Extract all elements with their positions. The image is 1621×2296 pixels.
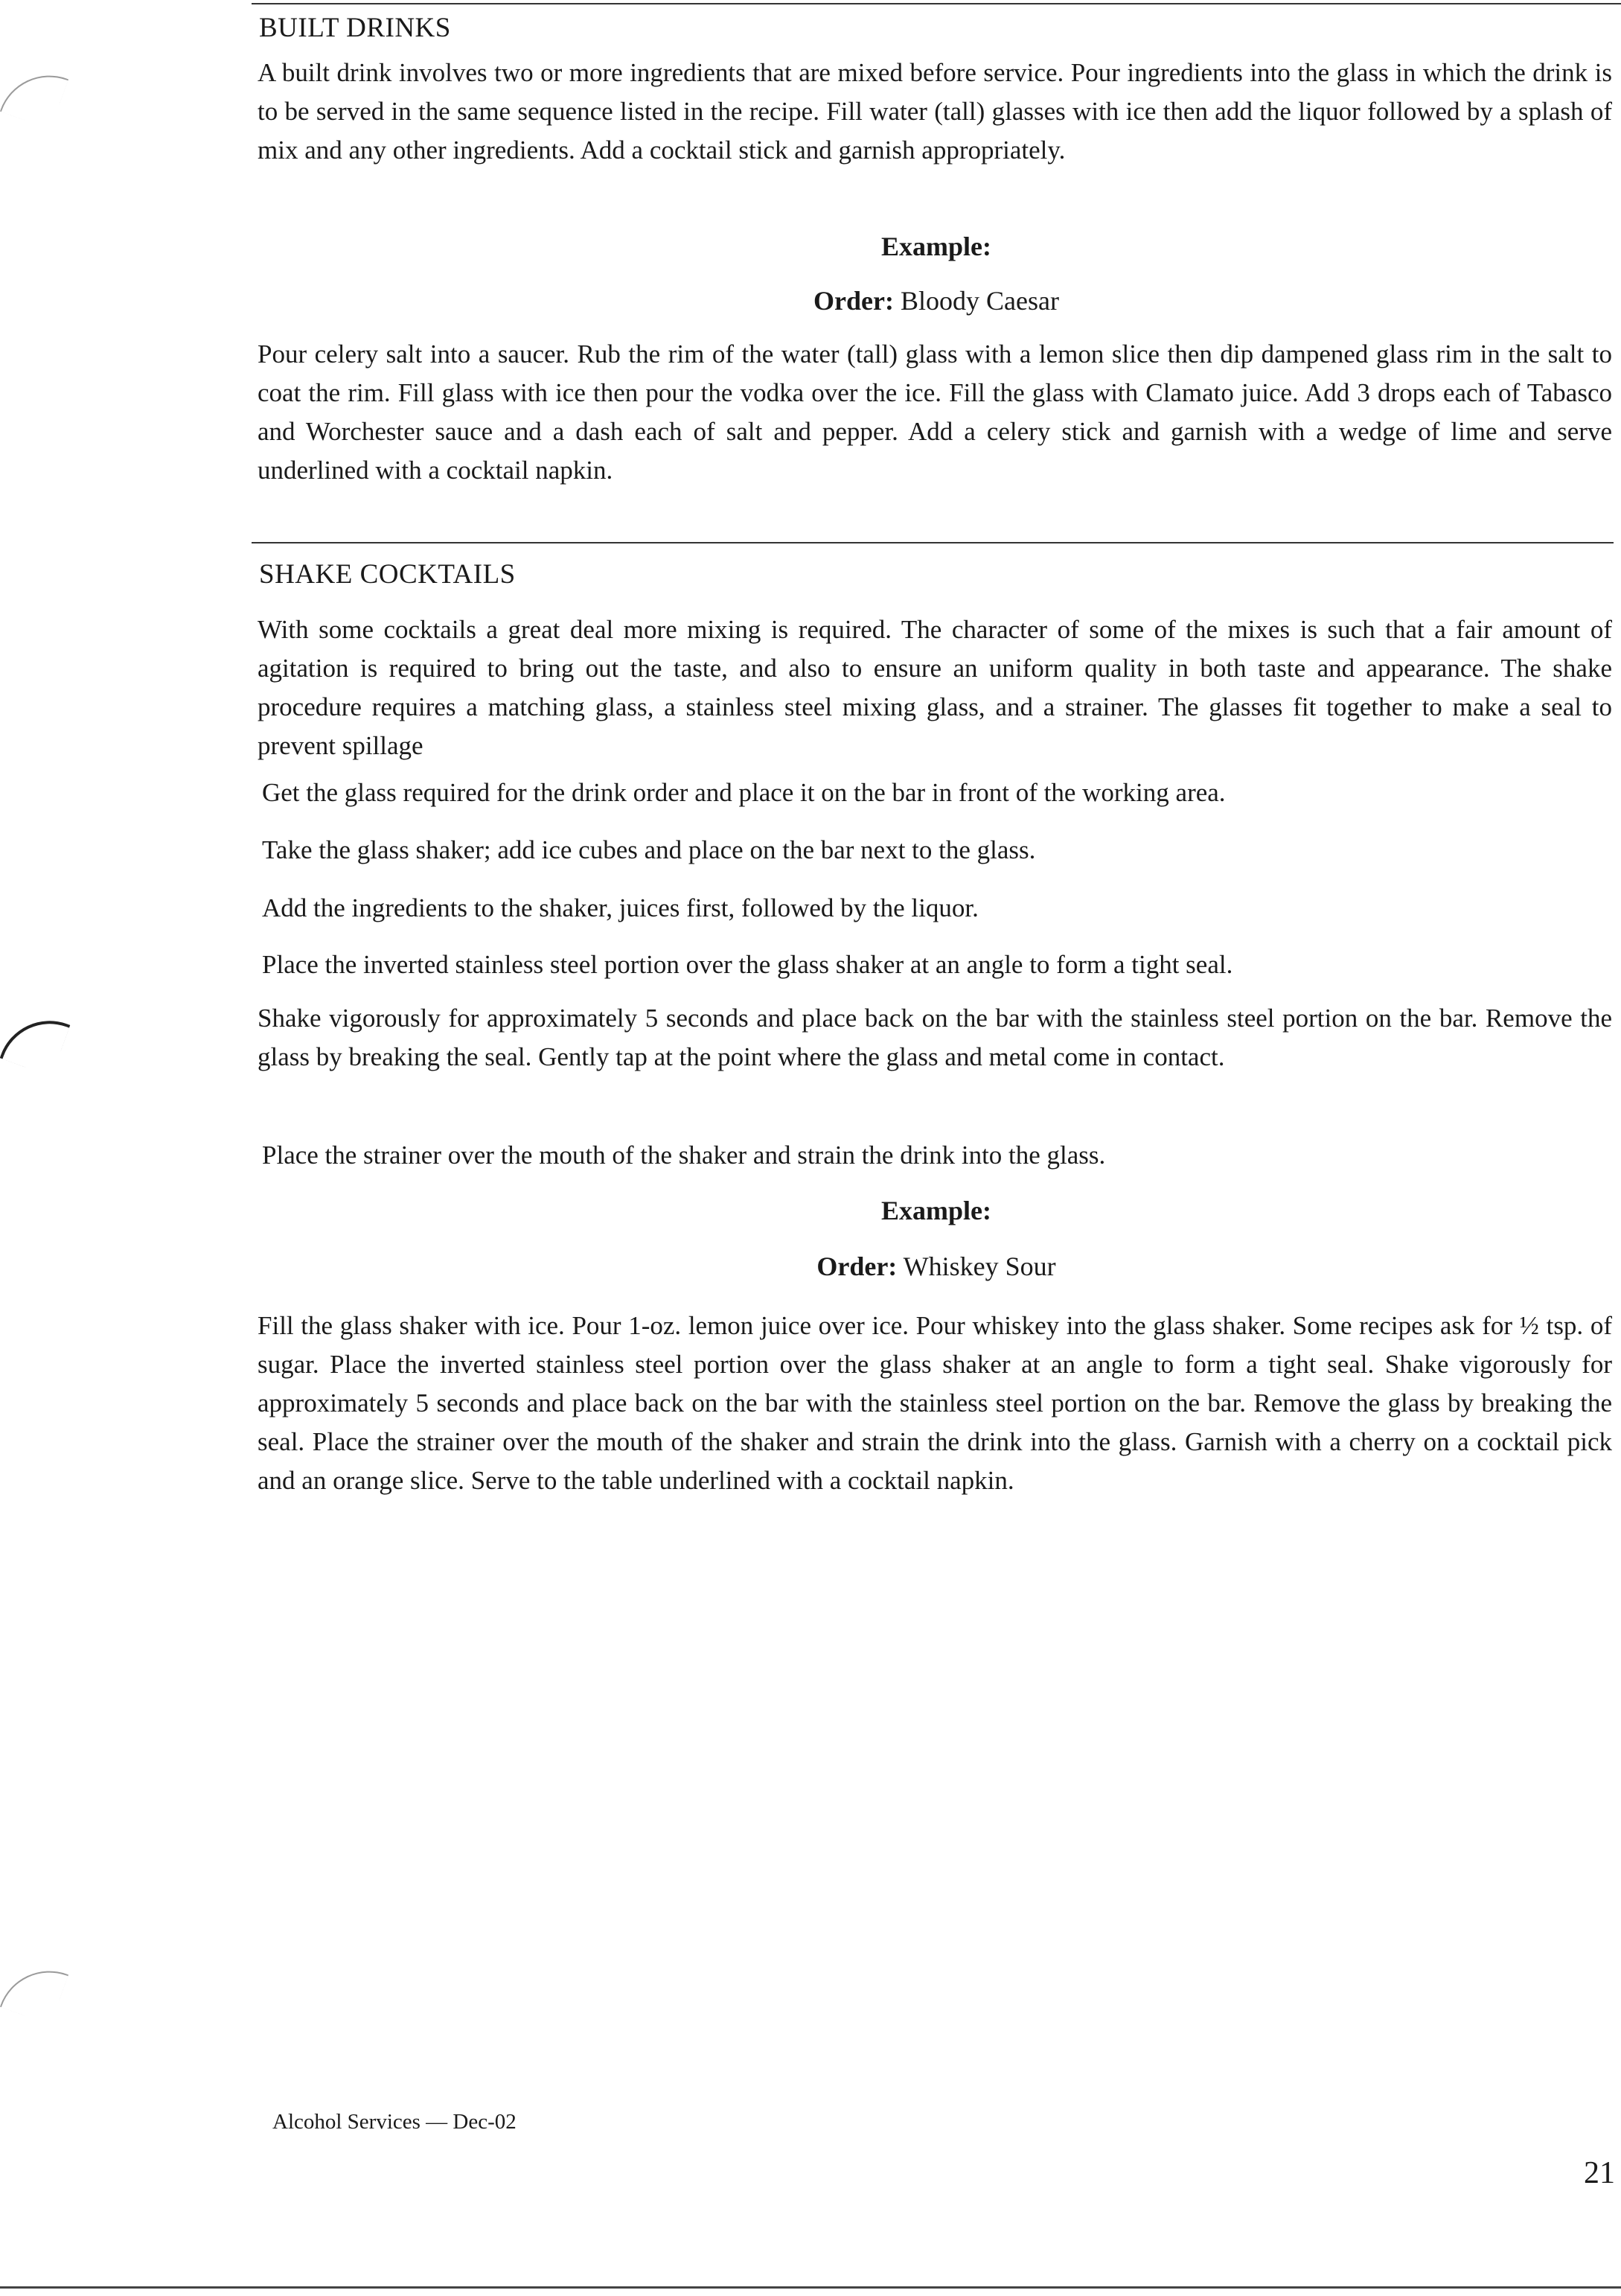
built-drinks-intro: A built drink involves two or more ingredients that are mixed before service. Pour ingredients into the glass in which the drink is to be served in the same sequence listed in the recipe. Fill water (tall) glasses with ice then add the liquor followed by a splash of mix and any other ingredients. Add a cocktail stick and garnish appropriately. — [258, 58, 1612, 165]
shake-cocktails-example-text: Fill the glass shaker with ice. Pour 1-oz. lemon juice over ice. Pour whiskey into the glass shaker. Some recipes ask for ½ tsp. of sugar. Place the inverted stainless steel portion over the glass shaker at an angle to form a tight seal. Shake vigorously for approximately 5 seconds and place back on the bar with the stainless steel portion on the bar. Remove the glass by breaking the seal. Place the strainer over the mouth of the shaker and strain the drink into the glass. Garnish with a cherry on a cocktail pick and an orange slice. Serve to the table underlined with a cocktail napkin. — [258, 1311, 1612, 1495]
shake-step: Shake vigorously for approximately 5 seconds and place back on the bar with the stainless steel portion on the bar. Remove the glass by breaking the seal. Gently tap at the point where the glass and metal come in contact. — [258, 1004, 1612, 1071]
shake-step: Place the inverted stainless steel portion over the glass shaker at an angle to form a tight seal. — [262, 950, 1233, 979]
shake-cocktails-order — [252, 1251, 1621, 1282]
shake-cocktails-intro: With some cocktails a great deal more mixing is required. The character of some of the mixes is such that a fair amount of agitation is required to bring out the taste, and also to ensure an uniform quality in both taste and appearance. The shake procedure requires a matching glass, a stainless steel mixing glass, and a strainer. The glasses fit together to make a seal to prevent spillage — [258, 615, 1612, 760]
order-value: Whiskey Sour — [903, 1251, 1056, 1281]
order-label: Order: — [816, 1251, 898, 1281]
section-heading-built-drinks: BUILT DRINKS — [259, 13, 451, 43]
binder-hole-mark — [0, 1007, 70, 1077]
footer-text: Alcohol Services — Dec-02 — [272, 2110, 517, 2134]
binder-hole-mark — [0, 61, 68, 130]
binder-hole-mark — [0, 1957, 68, 2025]
page-number: 21 — [1584, 2156, 1615, 2190]
shake-cocktails-example-label — [252, 1195, 1621, 1226]
order-label: Order: — [813, 286, 894, 316]
section-divider — [252, 542, 1614, 543]
section-heading-shake-cocktails: SHAKE COCKTAILS — [259, 559, 516, 590]
top-rule — [252, 3, 1621, 4]
built-drinks-example-label — [252, 231, 1621, 262]
bottom-rule — [0, 2286, 1621, 2289]
shake-step: Add the ingredients to the shaker, juices first, followed by the liquor. — [262, 893, 979, 922]
example-label: Example: — [881, 1196, 991, 1225]
example-label: Example: — [881, 232, 991, 261]
built-drinks-order — [252, 285, 1621, 316]
order-value: Bloody Caesar — [900, 286, 1059, 316]
shake-step: Take the glass shaker; add ice cubes and place on the bar next to the glass. — [262, 835, 1036, 864]
shake-step: Place the strainer over the mouth of the shaker and strain the drink into the glass. — [262, 1141, 1106, 1170]
built-drinks-example-text: Pour celery salt into a saucer. Rub the rim of the water (tall) glass with a lemon slice then dip dampened glass rim in the salt to coat the rim. Fill glass with ice then pour the vodka over the ice. Fill the glass with Clamato juice. Add 3 drops each of Tabasco and Worchester sauce and a dash each of salt and pepper. Add a celery stick and garnish with a wedge of lime and serve underlined with a cocktail napkin. — [258, 339, 1612, 485]
shake-step: Get the glass required for the drink order and place it on the bar in front of the working area. — [262, 778, 1226, 807]
